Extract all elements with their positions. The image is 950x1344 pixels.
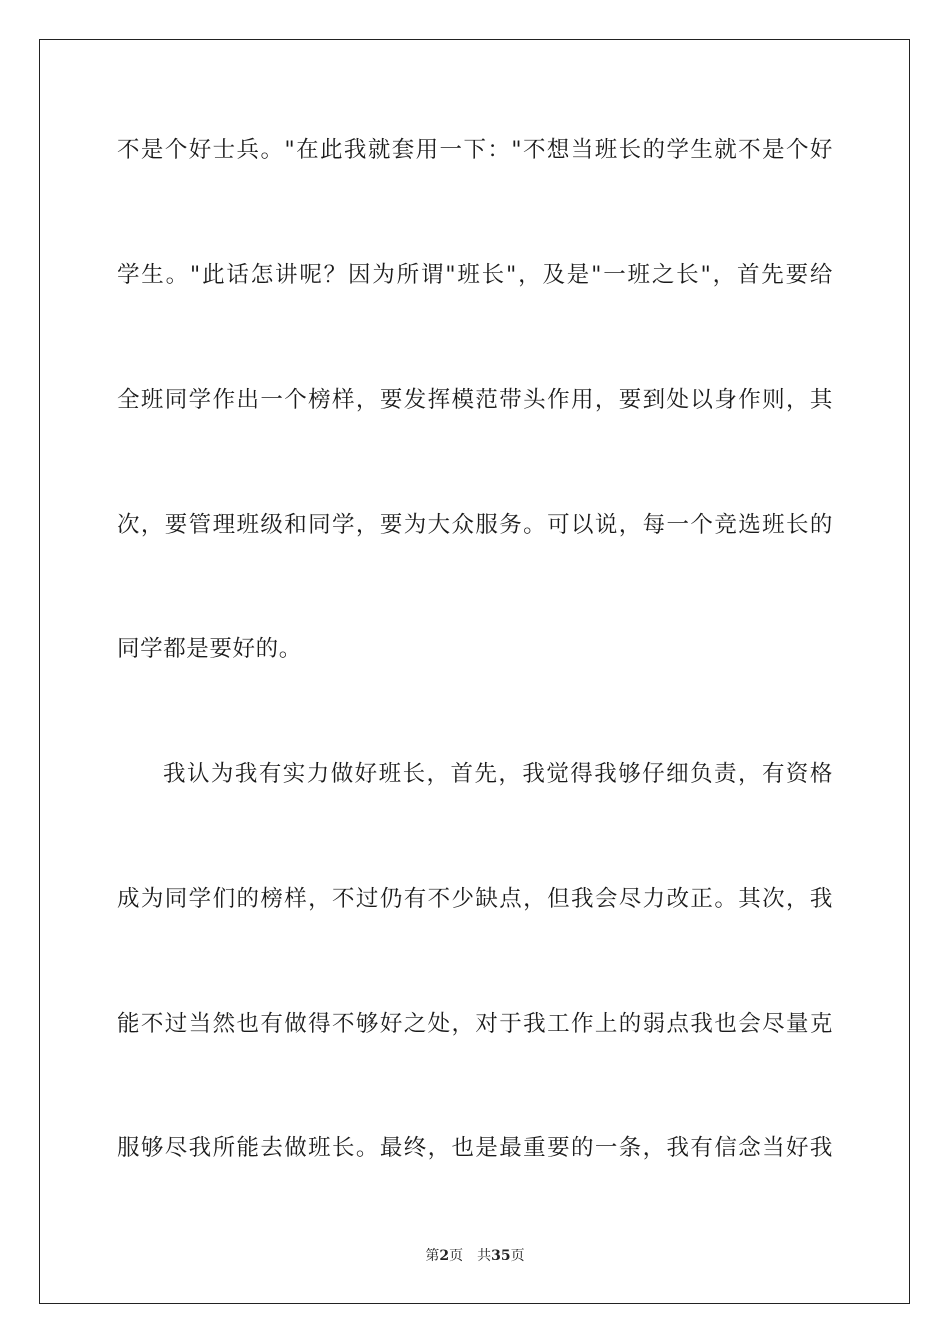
body-text-line-5: 同学都是要好的。 bbox=[117, 636, 302, 662]
page-suffix: 页 bbox=[449, 1248, 464, 1264]
body-text-line-7: 成为同学们的榜样，不过仍有不少缺点，但我会尽力改正。其次，我 bbox=[117, 886, 833, 912]
body-text-line-6: 我认为我有实力做好班长，首先，我觉得我够仔细负责，有资格 bbox=[163, 761, 833, 787]
total-pages: 35 bbox=[491, 1248, 511, 1264]
body-text-line-3: 全班同学作出一个榜样，要发挥模范带头作用，要到处以身作则，其 bbox=[117, 387, 833, 413]
body-text-line-2: 学生。"此话怎讲呢？因为所谓"班长"，及是"一班之长"，首先要给 bbox=[117, 262, 833, 288]
page-prefix: 第 bbox=[425, 1248, 440, 1264]
total-suffix: 页 bbox=[510, 1248, 525, 1264]
total-prefix: 共 bbox=[477, 1248, 492, 1264]
body-text-line-9: 服够尽我所能去做班长。最终，也是最重要的一条，我有信念当好我 bbox=[117, 1135, 833, 1161]
body-text-line-8: 能不过当然也有做得不够好之处，对于我工作上的弱点我也会尽量克 bbox=[117, 1011, 833, 1037]
body-text-line-4: 次，要管理班级和同学，要为大众服务。可以说，每一个竞选班长的 bbox=[117, 512, 833, 538]
current-page-number: 2 bbox=[439, 1248, 450, 1264]
page-border bbox=[39, 39, 910, 1304]
body-text-line-1: 不是个好士兵。"在此我就套用一下："不想当班长的学生就不是个好 bbox=[117, 137, 833, 163]
page-footer bbox=[0, 1247, 950, 1265]
